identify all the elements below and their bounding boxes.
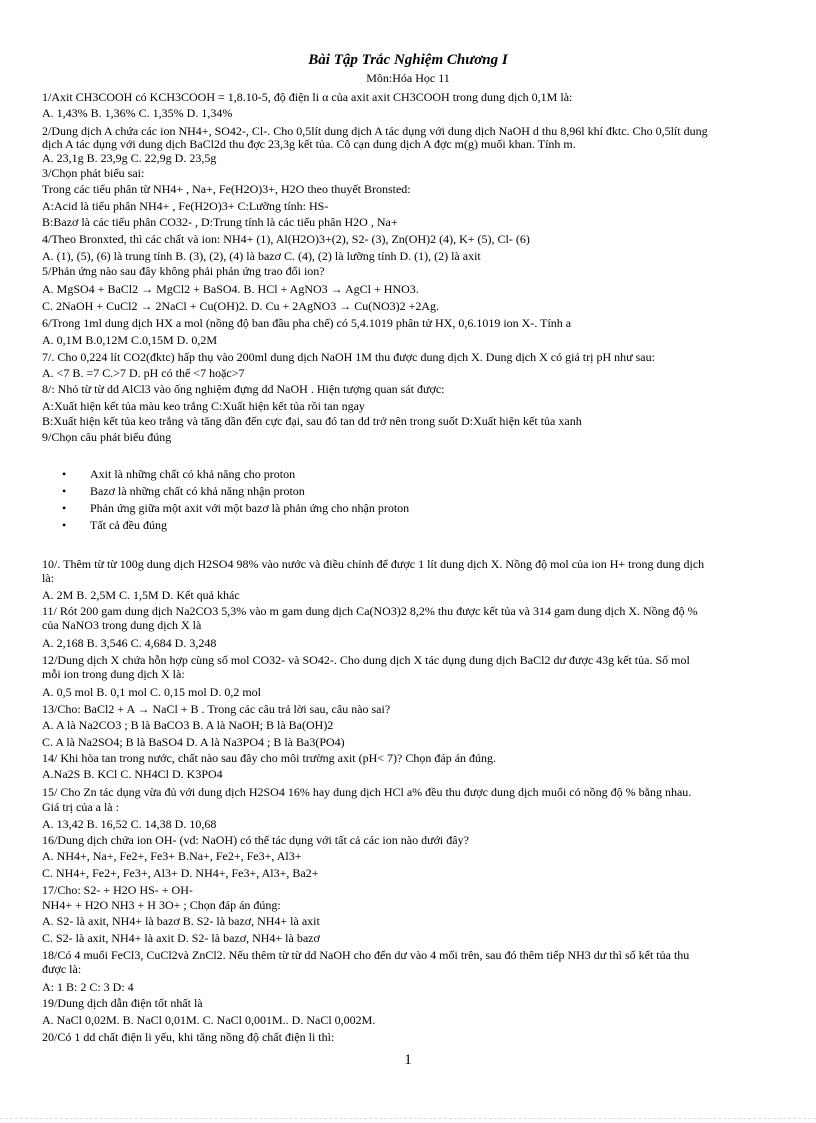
question-line: 12/Dung dịch X chứa hỗn hợp cùng số mol CO32- và SO42-. Cho dung dịch X tác dụng dung dịch BaCl2 dư được 43g kết tủa. Số mol [42, 653, 690, 667]
question-line: 3/Chọn phát biểu sai: [42, 166, 145, 180]
answer-line: A.Na2S B. KCl C. NH4Cl D. K3PO4 [42, 767, 223, 781]
answer-line: A. MgSO4 + BaCl2 → MgCl2 + BaSO4. B. HCl + AgNO3 → AgCl + HNO3. [42, 282, 419, 296]
answer-line: A. 23,1g B. 23,9g C. 22,9g D. 23,5g [42, 151, 217, 165]
question-line: 17/Cho: S2- + H2O HS- + OH- [42, 883, 193, 897]
answer-line: C. 2NaOH + CuCl2 → 2NaCl + Cu(OH)2. D. Cu + 2AgNO3 → Cu(NO3)2 +2Ag. [42, 299, 440, 313]
question-line: của NaNO3 trong dung dịch X là [42, 618, 202, 632]
bullet-item: • Phản ứng giữa một axit với một bazơ là phản ứng cho nhận proton [64, 501, 409, 515]
answer-line: C. NH4+, Fe2+, Fe3+, Al3+ D. NH4+, Fe3+, Al3+, Ba2+ [42, 866, 319, 880]
question-line: 16/Dung dịch chứa ion OH- (vd: NaOH) có thể tác dụng với tất cả các ion nào dưới đây? [42, 833, 469, 847]
answer-line: A. A là Na2CO3 ; B là BaCO3 B. A là NaOH; B là Ba(OH)2 [42, 718, 334, 732]
answer-line: A. (1), (5), (6) là trung tính B. (3), (2), (4) là bazơ C. (4), (2) là lưỡng tính D. (1), (2) là axit [42, 249, 481, 263]
answer-line: A:Xuất hiện kết tủa màu keo trắng C:Xuất hiện kết tủa rồi tan ngay [42, 399, 365, 413]
answer-line: A. NaCl 0,02M. B. NaCl 0,01M. C. NaCl 0,001M.. D. NaCl 0,002M. [42, 1013, 376, 1027]
question-line: 6/Trong 1ml dung dịch HX a mol (nồng độ ban đầu pha chế) có 5,4.1019 phân tử HX, 0,6.1019 ion X-. Tính a [42, 316, 572, 330]
question-line: Trong các tiểu phân từ NH4+ , Na+, Fe(H2O)3+, H2O theo thuyết Bronsted: [42, 182, 411, 196]
question-line: 5/Phản ứng nào sau đây không phải phản ứng trao đổi ion? [42, 264, 325, 278]
page-bottom-rule [0, 1118, 816, 1119]
question-line: 20/Có 1 dd chất điện li yếu, khi tăng nồng độ chất điện li thì: [42, 1030, 335, 1044]
answer-line: C. S2- là axit, NH4+ là axit D. S2- là bazơ, NH4+ là bazơ [42, 931, 320, 945]
answer-line: A. 13,42 B. 16,52 C. 14,38 D. 10,68 [42, 817, 217, 831]
question-line: 4/Theo Bronxted, thì các chất và ion: NH4+ (1), Al(H2O)3+(2), S2- (3), Zn(OH)2 (4), K+ (5), Cl- (6) [42, 232, 530, 246]
question-line: 10/. Thêm từ từ 100g dung dịch H2SO4 98% vào nước và điều chỉnh để được 1 lít dung dịch X. Nồng độ mol của ion H+ trong dung dịch [42, 557, 705, 571]
document-title: Bài Tập Trắc Nghiệm Chương I [308, 52, 508, 68]
question-line: được là: [42, 962, 82, 976]
question-line: mỗi ion trong dung dịch X là: [42, 667, 185, 681]
question-line: 8/: Nhỏ từ từ dd AlCl3 vào ống nghiệm đựng dd NaOH . Hiện tượng quan sát được: [42, 382, 445, 396]
answer-line: A. S2- là axit, NH4+ là bazơ B. S2- là bazơ, NH4+ là axit [42, 914, 320, 928]
answer-line: A. 1,43% B. 1,36% C. 1,35% D. 1,34% [42, 106, 233, 120]
question-line: 15/ Cho Zn tác dụng vừa đủ với dung dịch H2SO4 16% hay dung dịch HCl a% đều thu được dung dịch muối có nồng độ % bằng nhau. [42, 785, 692, 799]
answer-line: A. 0,5 mol B. 0,1 mol C. 0,15 mol D. 0,2 mol [42, 685, 262, 699]
bullet-item: • Bazơ là những chất có khả năng nhận proton [64, 484, 305, 498]
question-line: 13/Cho: BaCl2 + A → NaCl + B . Trong các câu trả lời sau, câu nào sai? [42, 702, 391, 716]
answer-line: B:Bazơ là các tiểu phân CO32- , D:Trung tính là các tiểu phân H2O , Na+ [42, 215, 398, 229]
question-line: dịch A tác dụng với dung dịch BaCl2d thu đợc 23,3g kết tủa. Cô cạn dung dịch A đợc m(g) muối khan. Tính m. [42, 137, 576, 151]
answer-line: A. 2,168 B. 3,546 C. 4,684 D. 3,248 [42, 636, 217, 650]
answer-line: A. 0,1M B.0,12M C.0,15M D. 0,2M [42, 333, 218, 347]
question-line: là: [42, 571, 54, 585]
question-line: 11/ Rót 200 gam dung dịch Na2CO3 5,3% vào m gam dung dịch Ca(NO3)2 8,2% thu được kết tủa và 314 gam dung dịch X. Nồng độ % [42, 604, 698, 618]
answer-line: B:Xuất hiện kết tủa keo trắng và tăng dần đến cực đại, sau đó tan dd trở nên trong suốt D:Xuất hiện kết tủa xanh [42, 414, 582, 428]
question-line: NH4+ + H2O NH3 + H 3O+ ; Chọn đáp án đúng: [42, 898, 281, 912]
question-line: 14/ Khi hòa tan trong nước, chất nào sau đây cho môi trường axit (pH< 7)? Chọn đáp án đúng. [42, 751, 497, 765]
page-number: 1 [404, 1052, 412, 1068]
answer-line: C. A là Na2SO4; B là BaSO4 D. A là Na3PO4 ; B là Ba3(PO4) [42, 735, 345, 749]
bullet-item: • Tất cả đều đúng [64, 518, 167, 532]
question-line: 1/Axit CH3COOH có KCH3COOH = 1,8.10-5, độ điện li α của axit axit CH3COOH trong dung dịch 0,1M là: [42, 90, 573, 104]
answer-line: A. NH4+, Na+, Fe2+, Fe3+ B.Na+, Fe2+, Fe3+, Al3+ [42, 849, 302, 863]
question-line: 7/. Cho 0,224 lít CO2(đktc) hấp thụ vào 200ml dung dịch NaOH 1M thu được dung dịch X. Dung dịch X có giá trị pH như sau: [42, 350, 655, 364]
answer-line: A. 2M B. 2,5M C. 1,5M D. Kết quả khác [42, 588, 240, 602]
question-line: Giá trị của a là : [42, 800, 119, 814]
document-subtitle: Môn:Hóa Học 11 [366, 71, 450, 85]
question-line: 9/Chọn câu phát biểu đúng [42, 430, 172, 444]
answer-line: A:Acid là tiểu phân NH4+ , Fe(H2O)3+ C:Lưỡng tính: HS- [42, 199, 329, 213]
answer-line: A: 1 B: 2 C: 3 D: 4 [42, 980, 134, 994]
answer-line: A. <7 B. =7 C.>7 D. pH có thể <7 hoặc>7 [42, 366, 245, 380]
question-line: 2/Dung dịch A chứa các ion NH4+, SO42-, Cl-. Cho 0,5lít dung dịch A tác dụng với dung dịch NaOH d thu 8,96l khí đktc. Cho 0,5lít dung [42, 124, 708, 138]
question-line: 19/Dung dịch dẫn điện tốt nhất là [42, 996, 203, 1010]
question-line: 18/Có 4 muối FeCl3, CuCl2và ZnCl2. Nếu thêm từ từ dd NaOH cho đến dư vào 4 mối trên, sau đó thêm tiếp NH3 dư thì số kết tủa thu [42, 948, 690, 962]
bullet-item: • Axit là những chất có khả năng cho proton [64, 467, 295, 481]
